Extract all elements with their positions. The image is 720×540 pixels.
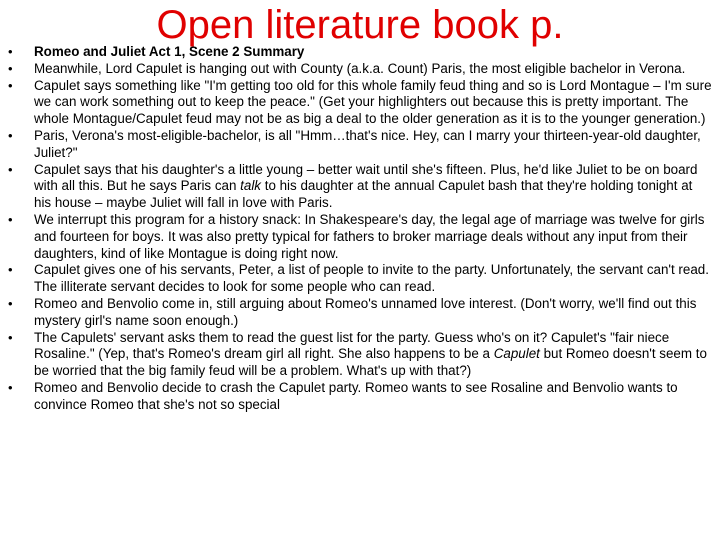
bullet-dot-icon: • (8, 379, 13, 395)
bullet-dot-icon: • (8, 295, 13, 311)
text-run: Meanwhile, Lord Capulet is hanging out with County (a.k.a. Count) Paris, the most eligible bachelor in Verona. (34, 60, 686, 76)
bullet-dot-icon: • (8, 329, 13, 345)
bullet-text (34, 296, 712, 330)
summary-bullet-item (8, 162, 712, 212)
summary-heading-item (8, 44, 712, 61)
text-run: We interrupt this program for a history snack: In Shakespeare's day, the legal age of marriage was twelve for girls and fourteen for boys. It was also pretty typical for fathers to broker marriage deals without any input from their daughters, kind of like Montague is doing right now. (34, 211, 705, 261)
text-run: Paris, Verona's most-eligible-bachelor, is all "Hmm…that's nice. Hey, can I marry your thirteen-year-old daughter, Juliet?" (34, 127, 701, 160)
text-run: Capulet says something like "I'm getting too old for this whole family feud thing and so is Lord Montague – I'm sure we can work something out to keep the peace." (Get your highlighters out because this is pretty important. The whole Montague/Capulet feud may not be as big a deal to the older generation as it is to the younger generation.) (34, 77, 712, 127)
summary-bullet-item (8, 61, 712, 78)
bullet-dot-icon: • (8, 161, 13, 177)
summary-bullet-item (8, 262, 712, 296)
text-run: Romeo and Juliet Act 1, Scene 2 Summary (34, 44, 305, 59)
bullet-dot-icon: • (8, 262, 13, 278)
summary-bullet-item (8, 128, 712, 162)
emphasis-text: Capulet (493, 346, 540, 362)
text-run: Romeo and Benvolio decide to crash the Capulet party. Romeo wants to see Rosaline and Benvolio wants to convince Romeo that she's not so special (34, 379, 678, 412)
summary-bullet-item (8, 212, 712, 262)
summary-bullet-item (8, 330, 712, 380)
bullet-text (34, 61, 712, 78)
summary-bullet-item (8, 296, 712, 330)
slide-title: Open literature book p. (156, 3, 564, 47)
bullet-text (34, 78, 712, 128)
text-run: The Capulets' servant asks them to read the guest list for the party. Guess who's on it? Capulet's "fair niece Rosaline." (Yep, that's Romeo's dream girl all right. She also happens to be a (34, 329, 670, 362)
bullet-dot-icon: • (8, 127, 13, 143)
text-run: to his daughter at the annual Capulet bash that they're holding tonight at his house – maybe Juliet will fall in love with Paris. (34, 178, 693, 211)
bullet-text (34, 330, 712, 380)
bullet-dot-icon: • (8, 77, 13, 93)
summary-bullet-item (8, 78, 712, 128)
summary-bullet-item (8, 380, 712, 414)
bullet-text (34, 212, 712, 262)
emphasis-text: talk (240, 178, 261, 194)
text-run: but Romeo doesn't seem to be worried that the big family feud will be a problem. What's up with that?) (34, 346, 707, 379)
bullet-text (34, 262, 712, 296)
text-run: Capulet says that his daughter's a little young – better wait until she's fifteen. Plus, he'd like Juliet to be on board with all this. But he says Paris can (34, 161, 698, 194)
bullet-dot-icon: • (8, 44, 13, 59)
text-run: Romeo and Benvolio come in, still arguing about Romeo's unnamed love interest. (Don't worry, we'll find out this mystery girl's name soon enough.) (34, 295, 697, 328)
bullet-text (34, 380, 712, 414)
text-run: Capulet gives one of his servants, Peter, a list of people to invite to the party. Unfortunately, the servant can't read. The illiterate servant decides to look for some people who can read. (34, 262, 709, 295)
bullet-dot-icon: • (8, 60, 13, 76)
summary-heading (34, 44, 712, 61)
bullet-text (34, 128, 712, 162)
bullet-list (8, 44, 712, 414)
bullet-text (34, 162, 712, 212)
bullet-dot-icon: • (8, 211, 13, 227)
